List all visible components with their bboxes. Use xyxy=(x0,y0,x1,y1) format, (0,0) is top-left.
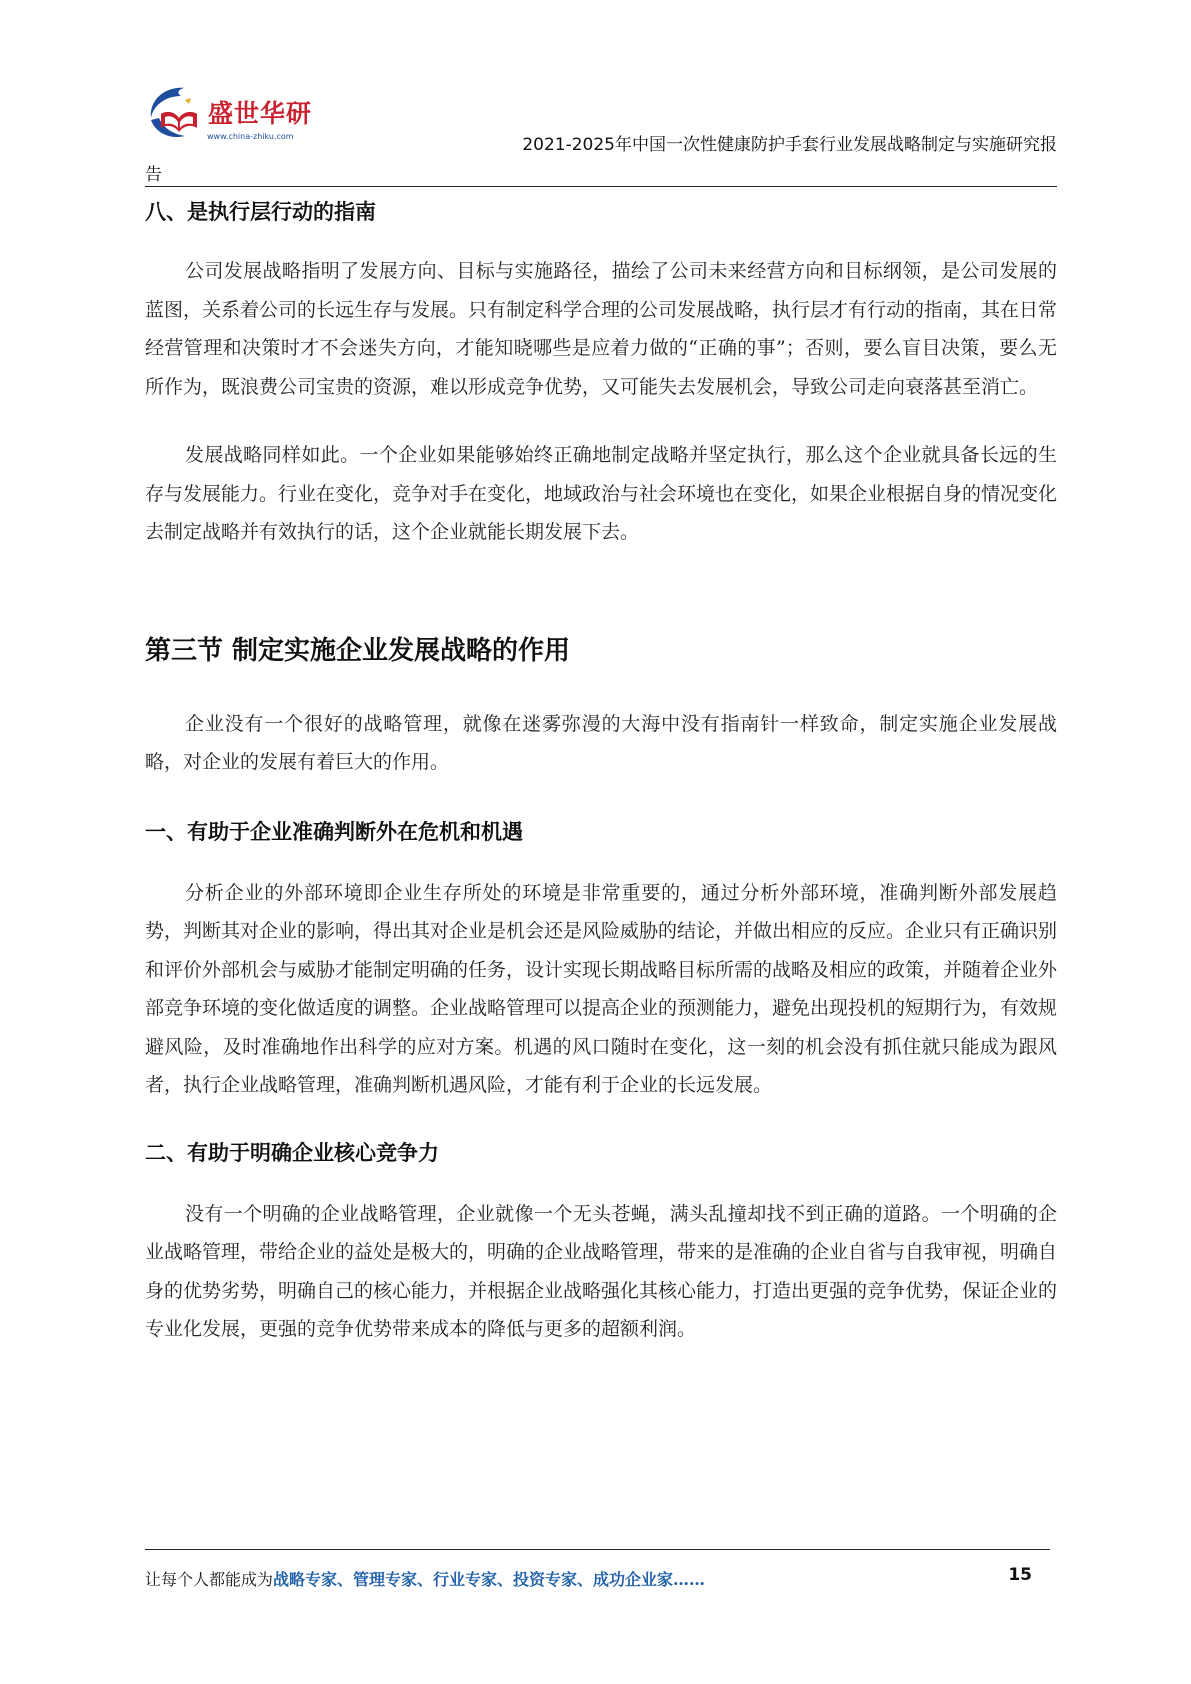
footer-divider xyxy=(145,1549,1050,1550)
report-title: 2021-2025年中国一次性健康防护手套行业发展战略制定与实施研究报 xyxy=(522,135,1057,155)
logo-text: 盛世华研 xyxy=(208,99,313,128)
section-heading-8: 八、是执行层行动的指南 xyxy=(145,200,376,224)
paragraph: 分析企业的外部环境即企业生存所处的环境是非常重要的，通过分析外部环境，准确判断外部发展趋势，判断其对企业的影响，得出其对企业是机会还是风险威胁的结论，并做出相应的反应。企业只有正确识别和评价外部机会与威胁才能制定明确的任务，设计实现长期战略目标所需的战略及相应的政策，并随着企业外部竞争环境的变化做适度的调整。企业战略管理可以提高企业的预测能力，避免出现投机的短期行为，有效规避风险，及时准确地作出科学的应对方案。机遇的风口随时在变化，这一刻的机会没有抓住就只能成为跟风者，执行企业战略管理，准确判断机遇风险，才能有利于企业的长远发展。 xyxy=(145,881,1058,1096)
company-logo xyxy=(145,84,325,154)
page-footer xyxy=(145,1567,1050,1597)
paragraph: 没有一个明确的企业战略管理，企业就像一个无头苍蝇，满头乱撞却找不到正确的道路。一个明确的企业战略管理，带给企业的益处是极大的，明确的企业战略管理，带来的是准确的企业自省与自我审视，明确自身的优势劣势，明确自己的核心能力，并根据企业战略强化其核心能力，打造出更强的竞争优势，保证企业的专业化发展，更强的竞争优势带来成本的降低与更多的超额利润。 xyxy=(145,1202,1058,1340)
paragraph: 发展战略同样如此。一个企业如果能够始终正确地制定战略并坚定执行，那么这个企业就具备长远的生存与发展能力。行业在变化，竞争对手在变化，地域政治与社会环境也在变化，如果企业根据自身的情况变化去制定战略并有效执行的话，这个企业就能长期发展下去。 xyxy=(145,444,1058,543)
page-number: 15 xyxy=(1008,1565,1032,1585)
report-title-wrap: 告 xyxy=(145,165,162,185)
footer-slogan-lead: 让每个人都能成为 xyxy=(145,1570,274,1589)
page-body xyxy=(145,196,1057,1349)
paragraph: 公司发展战略指明了发展方向、目标与实施路径，描绘了公司未来经营方向和目标纲领，是公司发展的蓝图，关系着公司的长远生存与发展。只有制定科学合理的公司发展战略，执行层才有行动的指南，其在日常经营管理和决策时才不会迷失方向，才能知晓哪些是应着力做的“正确的事”；否则，要么盲目决策，要么无所作为，既浪费公司宝贵的资源，难以形成竞争优势，又可能失去发展机会，导致公司走向衰落甚至消亡。 xyxy=(145,260,1058,398)
logo-swoosh-icon xyxy=(145,84,207,146)
chapter-heading: 第三节 制定实施企业发展战略的作用 xyxy=(145,635,571,666)
section-heading-2: 二、有助于明确企业核心竞争力 xyxy=(145,1140,439,1165)
section-heading-1: 一、有助于企业准确判断外在危机和机遇 xyxy=(145,819,523,844)
logo-url: www.china-zhiku.com xyxy=(207,132,294,141)
paragraph: 企业没有一个很好的战略管理，就像在迷雾弥漫的大海中没有指南针一样致命，制定实施企业发展战略，对企业的发展有着巨大的作用。 xyxy=(145,712,1057,773)
header-divider xyxy=(145,186,1057,187)
page-header xyxy=(145,78,1057,188)
footer-slogan-roles: 战略专家、管理专家、行业专家、投资专家、成功企业家…… xyxy=(273,1570,706,1589)
